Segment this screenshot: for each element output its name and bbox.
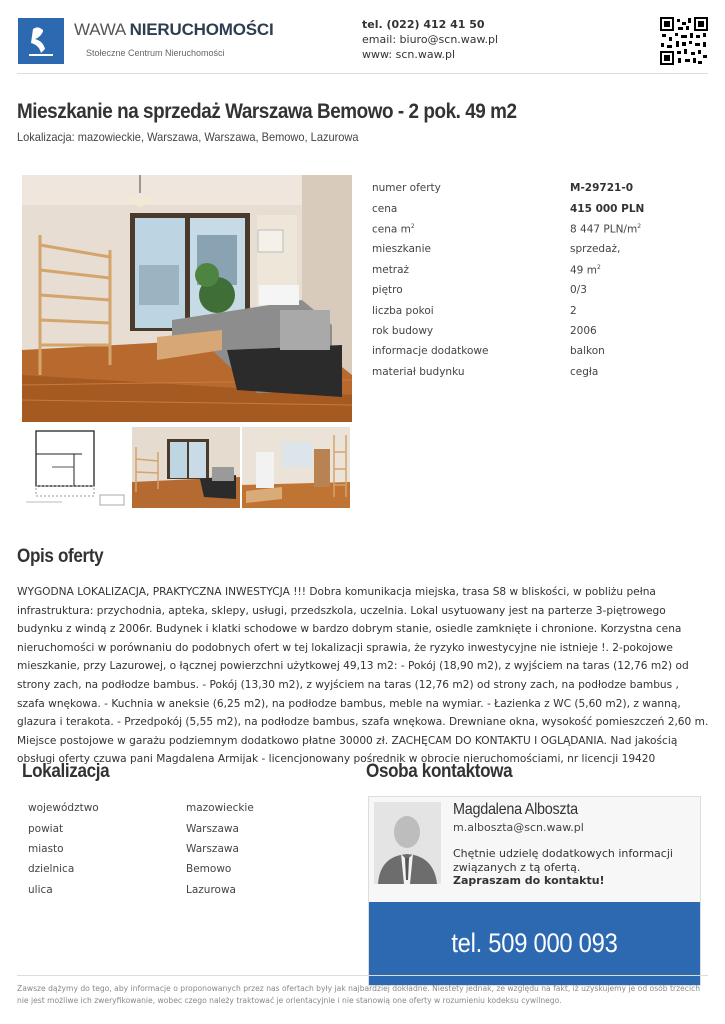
agent-note-text: Chętnie udzielę dodatkowych informacji związanych z tą ofertą. xyxy=(453,847,673,874)
page-title: Mieszkanie na sprzedaż Warszawa Bemowo - 2 pok. 49 m2 xyxy=(17,100,517,123)
description-text: WYGODNA LOKALIZACJA, PRAKTYCZNA INWESTYCJA !!! Dobra komunikacja miejska, trasa S8 w bliskości, w pobliżu pełna infrastruktura: przychodnia, apteka, sklepy, usługi, przedszkola, uczelnia. Lokal usytuowany jest na parterze 3-piętrowego budynku z windą z 2006r. Budynek i klatki schodowe w bardzo dobrym stanie, osiedle zamknięte i chronione. Korzystna cena nieruchomości w porównaniu do podobnych ofert w tej lokalizacji sprawia, że ryzyko inwestycyjne nie istnieje !. 2-pokojowe mieszkanie, przy Lazurowej, o łącznej powierzchni użytkowej 49,13 m2: - Pokój (18,90 m2), z wyjściem na taras (12,76 m2) od strony zach, na podłodze bambus. - Pokój (13,30 m2), z wyjściem na taras (12,76 m2) od strony zach, na podłodze bambus , szafa wnękowa. - Kuchnia w aneksie (6,25 m2), na podłodze bambus, meble na wymiar. - Łazienka z WC (5,60 m2), z wanną, glazura i terakota. - Przedpokój (5,55 m2), na podłodze bambus, szafa wnękowa. Drewniane okna, wysokość pomieszczeń 2,60 m. Miejsce postojowe w garażu podziemnym dodatkowo płatne 30000 zł. ZACHĘCAM DO KONTAKTU I OGLĄDANIA. Nad jakością obsługi oferty czuwa pani Magdalena Armijak - licencjonowany pośrednik w obrocie nieruchomościami, nr licencji 19420 xyxy=(17,586,709,766)
detail-row-year: rok budowy 2006 xyxy=(372,324,597,337)
detail-row-offer-number: numer oferty M-29721-0 xyxy=(372,182,633,195)
description-title: Opis oferty xyxy=(17,546,104,567)
agent-phone-button[interactable] xyxy=(369,902,700,985)
logo-icon xyxy=(18,18,64,64)
agent-name: Magdalena Alboszta xyxy=(453,801,578,818)
location-title: Lokalizacja xyxy=(22,761,110,782)
thumbnail-floorplan[interactable] xyxy=(22,427,130,508)
header-phone[interactable]: tel. (022) 412 41 50 xyxy=(362,18,485,31)
footer-disclaimer: Zawsze dążymy do tego, aby informacje o proponowanych przez nas ofertach były jak najbardziej dokładne. Niestety jednak, ze względu na fakt, iż uzyskujemy je od osób trzecich nie jest możliwe ich zweryfikowanie, wobec czego należy traktować je orientacyjnie i nie stanowią one oferty w rozumieniu kodeksu cywilnego. xyxy=(17,984,701,1005)
thumbnail-photo-1[interactable] xyxy=(132,427,240,508)
detail-row-floor: piętro 0/3 xyxy=(372,284,587,297)
logo-name: WAWA NIERUCHOMOŚCI xyxy=(74,20,274,39)
location-row: powiat Warszawa xyxy=(28,822,239,835)
qr-code-icon xyxy=(660,17,708,65)
contact-title: Osoba kontaktowa xyxy=(366,761,513,782)
detail-row-material: materiał budynku cegła xyxy=(372,365,599,378)
detail-row-area: metraż 49 $m^2$ xyxy=(372,263,601,276)
header-divider xyxy=(17,73,708,74)
agent-cta: Zapraszam do kontaktu! xyxy=(453,874,605,887)
thumbnail-photo-2[interactable] xyxy=(242,427,350,508)
agent-phone: tel. 509 000 093 xyxy=(451,928,618,958)
header-contact xyxy=(362,17,498,62)
location-row: dzielnica Bemowo xyxy=(28,863,232,876)
header-www[interactable]: www: scn.waw.pl xyxy=(362,48,456,61)
location-row: ulica Lazurowa xyxy=(28,883,236,896)
detail-row-extra: informacje dodatkowe balkon xyxy=(372,345,605,358)
header-email[interactable]: email: biuro@scn.waw.pl xyxy=(362,33,499,46)
detail-row-price: cena 415 000 PLN xyxy=(372,202,645,215)
agent-email[interactable]: m.alboszta@scn.waw.pl xyxy=(453,821,584,834)
logo-subtitle: Stołeczne Centrum Nieruchomości xyxy=(86,48,225,58)
detail-row-price-per-m2: cena $m^2$ 8 447 PLN/$m^2$ xyxy=(372,222,642,236)
location-line: Lokalizacja: mazowieckie, Warszawa, Warszawa, Bemowo, Lazurowa xyxy=(17,130,359,144)
main-photo[interactable] xyxy=(22,175,352,422)
footer-divider xyxy=(17,975,708,976)
location-table xyxy=(28,798,328,900)
location-row: województwo mazowieckie xyxy=(28,802,254,815)
offer-details xyxy=(372,178,712,382)
location-row: miasto Warszawa xyxy=(28,842,239,855)
detail-row-rooms: liczba pokoi 2 xyxy=(372,304,577,317)
agent-note xyxy=(453,847,693,888)
logo[interactable] xyxy=(74,20,273,58)
agent-card xyxy=(368,796,701,986)
detail-row-type: mieszkanie sprzedaż, xyxy=(372,243,621,256)
agent-avatar-icon xyxy=(374,802,441,884)
